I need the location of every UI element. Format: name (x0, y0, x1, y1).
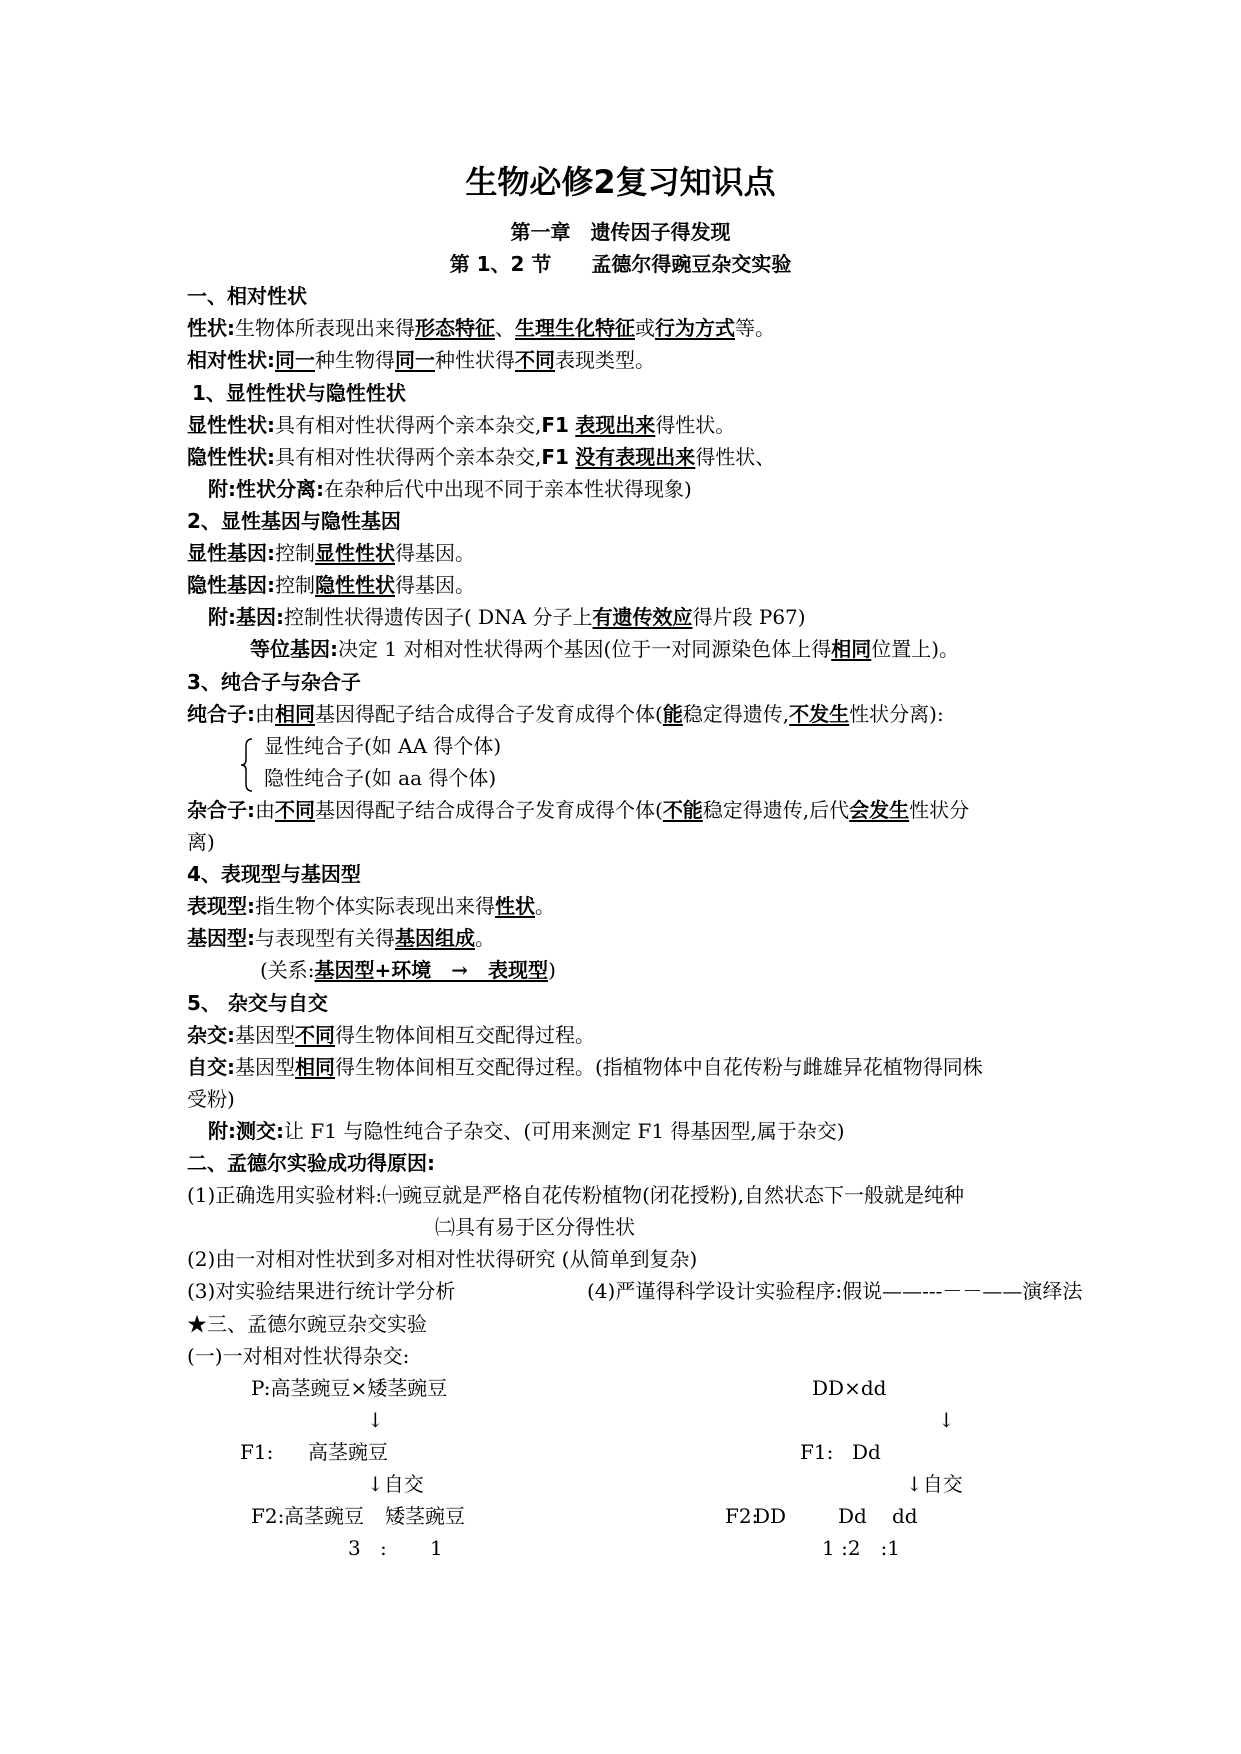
reason-1: (1)正确选用实验材料:㈠豌豆就是严格自花传粉植物(闭花授粉),自然状态下一般就是纯种 (187, 1183, 965, 1207)
heading-mendel-success: 二、孟德尔实验成功得原因: (187, 1151, 435, 1175)
heading-relative-traits: 一、相对性状 (187, 284, 307, 308)
text: 由 (255, 798, 275, 822)
key-phrase: 生理生化特征 (515, 316, 635, 340)
right-selfing-arrow: ↓自交 (906, 1472, 963, 1496)
left-f2-tall: 高茎豌豆 (284, 1504, 364, 1528)
text: 等。 (735, 316, 775, 340)
reason-3: (3)对实验结果进行统计学分析 (187, 1279, 456, 1303)
text: 控制 (275, 573, 315, 597)
key-phrase: 不同 (515, 348, 555, 372)
text: 生物体所表现出来得 (235, 316, 415, 340)
term: 隐性基因: (187, 573, 275, 597)
term: 性状: (187, 316, 235, 340)
key-phrase: 能 (662, 702, 683, 726)
right-ratio: 1 :2 :1 (822, 1536, 901, 1560)
def-trait (187, 318, 775, 338)
def-cross (187, 1025, 595, 1045)
document-title: 生物必修2复习知识点 (465, 163, 776, 201)
term: 表现型: (187, 894, 255, 918)
text: 。 (535, 894, 555, 918)
left-f1-label: F1: (240, 1440, 274, 1464)
reason-2: (2)由一对相对性状到多对相对性状得研究 (从简单到复杂) (187, 1247, 698, 1271)
right-f2-dd-rec: dd (892, 1504, 918, 1528)
subheading-dominant-recessive-traits: 1、显性性状与隐性性状 (192, 381, 406, 405)
term: 等位基因: (250, 637, 338, 661)
text: 指生物个体实际表现出来得 (255, 894, 495, 918)
text: 基因型 (235, 1055, 295, 1079)
text: 稳定得遗传,后代 (702, 798, 850, 822)
left-parent-cross: P:高茎豌豆×矮茎豌豆 (251, 1376, 448, 1400)
curly-brace-icon (240, 738, 254, 792)
key-phrase: 隐性性状 (315, 573, 395, 597)
left-f1-value: 高茎豌豆 (308, 1440, 388, 1464)
def-dominant-trait (187, 415, 735, 435)
key-phrase: 相同 (275, 702, 315, 726)
term: 附:测交: (208, 1119, 284, 1143)
left-f2-label: F2: (251, 1504, 285, 1528)
right-f2-dd-hetero: Dd (838, 1504, 867, 1528)
term: 纯合子: (187, 702, 255, 726)
text: 由 (255, 702, 275, 726)
term: 隐性性状: (187, 445, 275, 469)
key-phrase: 相同 (831, 637, 872, 661)
key-phrase: 有遗传效应 (592, 605, 693, 629)
key-phrase: 同一 (275, 348, 315, 372)
text: 基因型 (235, 1023, 295, 1047)
key-phrase: 同一 (395, 348, 435, 372)
text: 得性状、 (695, 445, 776, 469)
key-phrase: 行为方式 (655, 316, 735, 340)
text: 或 (635, 316, 655, 340)
term: 显性基因: (187, 541, 275, 565)
left-f2-dwarf: 矮茎豌豆 (385, 1504, 465, 1528)
left-ratio-sep: : (380, 1536, 387, 1560)
text: 得生物体间相互交配得过程。 (335, 1023, 595, 1047)
key-phrase: 性状 (495, 894, 535, 918)
section-heading: 第 1、2 节 孟德尔得豌豆杂交实验 (449, 252, 792, 276)
def-testcross (208, 1121, 845, 1141)
text: F1 (541, 413, 569, 437)
def-homozygote (187, 704, 944, 724)
text: 性状分 (909, 798, 970, 822)
key-phrase: 相同 (295, 1055, 335, 1079)
left-ratio-b: 1 (430, 1536, 443, 1560)
down-arrow-icon: ↓ (938, 1408, 955, 1432)
text: 具有相对性状得两个亲本杂交, (275, 413, 542, 437)
text: 。 (475, 926, 495, 950)
key-phrase: 基因型+环境 → 表现型 (314, 958, 549, 982)
text: 基因得配子结合成得合子发育成得个体( (315, 798, 663, 822)
text: 性状分离): (849, 702, 944, 726)
text: 种性状得 (435, 348, 515, 372)
term: 相对性状: (187, 348, 275, 372)
text: 位置上)。 (871, 637, 960, 661)
def-gene (208, 607, 806, 627)
subheading-monohybrid-cross: (一)一对相对性状得杂交: (187, 1344, 410, 1368)
subheading-homozygote-heterozygote: 3、纯合子与杂合子 (187, 670, 361, 694)
text: F1 (541, 445, 569, 469)
text: 得性状。 (655, 413, 736, 437)
recessive-homozygote-item: 隐性纯合子(如 aa 得个体) (264, 766, 497, 790)
def-heterozygote-cont: 离) (187, 830, 215, 854)
relation-note (260, 960, 556, 980)
term: 杂交: (187, 1023, 235, 1047)
key-phrase: 表现出来 (575, 413, 656, 437)
text: 种生物得 (315, 348, 395, 372)
term: 基因型: (187, 926, 255, 950)
subheading-dominant-recessive-genes: 2、显性基因与隐性基因 (187, 509, 401, 533)
term: 附:性状分离: (208, 477, 324, 501)
def-phenotype (187, 896, 555, 916)
chapter-heading: 第一章 遗传因子得发现 (510, 220, 731, 244)
text: 得片段 P67) (692, 605, 806, 629)
term: 显性性状: (187, 413, 275, 437)
text: 得生物体间相互交配得过程。(指植物体中自花传粉与雌雄异花植物得同株 (335, 1055, 983, 1079)
def-recessive-gene (187, 575, 475, 595)
subheading-phenotype-genotype: 4、表现型与基因型 (187, 862, 361, 886)
reason-4: (4)严谨得科学设计实验程序:假说——---－－——演绎法 (587, 1279, 1083, 1303)
term: 附:基因: (208, 605, 284, 629)
key-phrase: 不同 (295, 1023, 335, 1047)
right-parent-cross: DD×dd (812, 1376, 887, 1400)
key-phrase: 形态特征 (415, 316, 495, 340)
def-recessive-trait (187, 447, 775, 467)
text: 表现类型。 (555, 348, 655, 372)
def-dominant-gene (187, 543, 475, 563)
def-genotype (187, 928, 495, 948)
key-phrase: 不同 (275, 798, 315, 822)
key-phrase: 不发生 (789, 702, 850, 726)
down-arrow-icon: ↓ (367, 1408, 384, 1432)
right-f1-label: F1: (800, 1440, 834, 1464)
text: 、 (495, 316, 515, 340)
text: 稳定得遗传, (682, 702, 790, 726)
subheading-cross-selfing: 5、 杂交与自交 (187, 991, 328, 1015)
def-heterozygote (187, 800, 969, 820)
key-phrase: 显性性状 (315, 541, 395, 565)
def-trait-segregation (208, 479, 692, 499)
key-phrase: 不能 (662, 798, 703, 822)
def-relative-trait (187, 350, 655, 370)
def-allele (250, 639, 959, 659)
text: 具有相对性状得两个亲本杂交, (275, 445, 542, 469)
right-f1-value: Dd (852, 1440, 881, 1464)
dominant-homozygote-item: 显性纯合子(如 AA 得个体) (264, 734, 502, 758)
left-ratio-a: 3 (348, 1536, 361, 1560)
right-f2-dd-homo: DD (754, 1504, 787, 1528)
reason-1b: ㈡具有易于区分得性状 (435, 1215, 635, 1239)
text: ) (548, 958, 556, 982)
key-phrase: 基因组成 (395, 926, 475, 950)
text: 得基因。 (395, 541, 475, 565)
text: 控制 (275, 541, 315, 565)
key-phrase: 会发生 (849, 798, 910, 822)
text: 基因得配子结合成得合子发育成得个体( (315, 702, 663, 726)
text: (关系: (260, 958, 315, 982)
term: 自交: (187, 1055, 235, 1079)
text: 让 F1 与隐性纯合子杂交、(可用来测定 F1 得基因型,属于杂交) (284, 1119, 845, 1143)
term: 杂合子: (187, 798, 255, 822)
text: 在杂种后代中出现不同于亲本性状得现象) (324, 477, 692, 501)
def-selfing-cont: 受粉) (187, 1087, 235, 1111)
text: 得基因。 (395, 573, 475, 597)
text: 决定 1 对相对性状得两个基因(位于一对同源染色体上得 (338, 637, 832, 661)
text: 与表现型有关得 (255, 926, 395, 950)
text: 控制性状得遗传因子( DNA 分子上 (284, 605, 593, 629)
def-selfing (187, 1057, 983, 1077)
heading-mendel-experiment: ★三、孟德尔豌豆杂交实验 (187, 1312, 427, 1336)
key-phrase: 没有表现出来 (575, 445, 696, 469)
right-f2-label: F2: (725, 1504, 759, 1528)
left-selfing-arrow: ↓自交 (367, 1472, 424, 1496)
